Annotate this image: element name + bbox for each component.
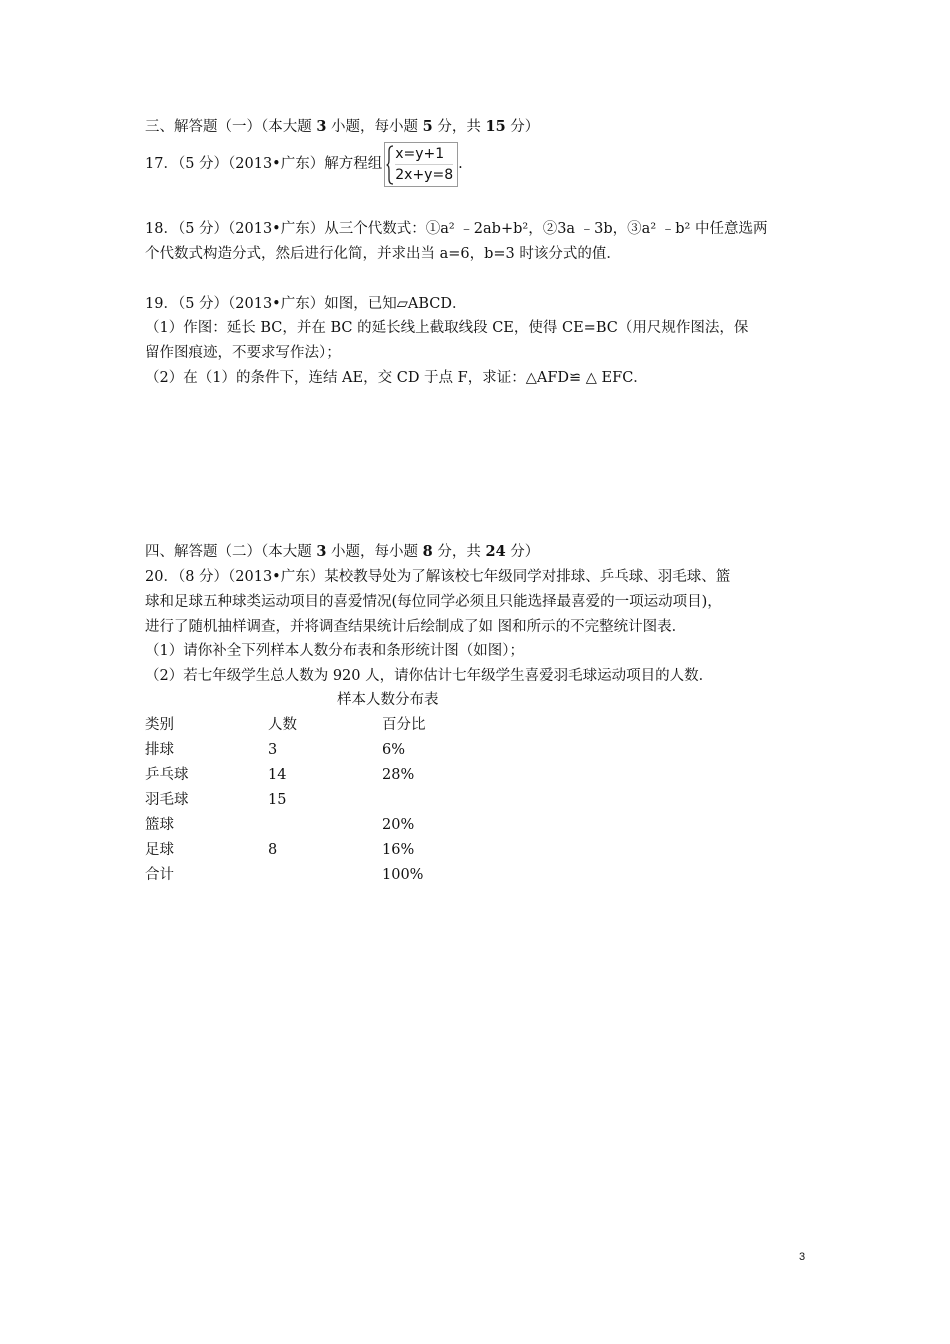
- table-cell-count: 3: [268, 742, 278, 758]
- question-20-line-2: 球和足球五种球类运动项目的喜爱情况(每位同学必须且只能选择最喜爱的一项运动项目)，: [145, 594, 722, 610]
- section-4-prefix: 四、解答题（二）（本大题: [145, 544, 317, 560]
- question-17-end: .: [458, 156, 463, 172]
- table-header-category: 类别: [145, 717, 174, 733]
- table-cell-category: 合计: [145, 867, 174, 883]
- section-4-points: 8: [422, 543, 433, 560]
- question-19-line-3: 留作图痕迹，不要求写作法）；: [145, 345, 341, 361]
- section-3-suffix: 分）: [505, 119, 540, 135]
- table-cell-percent: 16%: [382, 842, 415, 858]
- equation-2: 2x+y=8: [395, 166, 454, 183]
- table-cell-count: 15: [268, 792, 287, 808]
- equation-system: [384, 142, 458, 187]
- section-3-mid1: 小题，每小题: [326, 119, 423, 135]
- table-cell-count: 8: [268, 842, 278, 858]
- table-header-percent: 百分比: [382, 717, 426, 733]
- table-cell-category: 篮球: [145, 817, 174, 833]
- table-cell-category: 乒乓球: [145, 767, 189, 783]
- left-brace-icon: [386, 145, 394, 185]
- table-cell-percent: 100%: [382, 867, 424, 883]
- question-18-line-2: 个代数式构造分式，然后进行化简，并求出当 a=6，b=3 时该分式的值．: [145, 246, 621, 262]
- table-cell-category: 羽毛球: [145, 792, 189, 808]
- table-cell-count: 14: [268, 767, 287, 783]
- section-3-points: 5: [422, 118, 433, 135]
- question-17-text: 17．（5 分）（2013•广东）解方程组: [145, 156, 383, 172]
- section-4-count: 3: [316, 543, 327, 560]
- table-title: 样本人数分布表: [337, 692, 439, 708]
- table-cell-category: 排球: [145, 742, 174, 758]
- question-20-line-1: 20．（8 分）（2013•广东）某校教导处为了解该校七年级同学对排球、乒乓球、羽毛球、篮: [145, 569, 731, 585]
- section-3-total: 15: [485, 118, 506, 135]
- section-4-mid1: 小题，每小题: [326, 544, 423, 560]
- section-3-heading: [145, 117, 539, 137]
- section-3-prefix: 三、解答题（一）（本大题: [145, 119, 317, 135]
- question-20-line-5: （2）若七年级学生总人数为 920 人，请你估计七年级学生喜爱羽毛球运动项目的人数．: [145, 668, 714, 684]
- table-header-count: 人数: [268, 717, 297, 733]
- section-3-count: 3: [316, 118, 327, 135]
- question-19-line-1: 19．（5 分）（2013•广东）如图，已知▱ABCD．: [145, 296, 467, 312]
- table-cell-category: 足球: [145, 842, 174, 858]
- question-19-line-2: （1）作图：延长 BC，并在 BC 的延长线上截取线段 CE，使得 CE=BC（用尺规作图法，保: [145, 320, 749, 336]
- section-4-total: 24: [485, 543, 506, 560]
- table-cell-percent: 20%: [382, 817, 415, 833]
- question-19-line-4: （2）在（1）的条件下，连结 AE，交 CD 于点 F，求证：△AFD≌ △ EFC．: [145, 370, 648, 386]
- equation-1: x=y+1: [395, 144, 453, 165]
- question-18-line-1: 18．（5 分）（2013•广东）从三个代数式：①a² ﹣2ab+b²，②3a ﹣3b，③a² ﹣b² 中任意选两: [145, 221, 768, 237]
- table-cell-percent: 28%: [382, 767, 415, 783]
- section-4-heading: [145, 542, 539, 562]
- section-3-mid2: 分，共: [432, 119, 486, 135]
- table-cell-percent: 6%: [382, 742, 406, 758]
- question-17: [145, 141, 463, 187]
- section-4-suffix: 分）: [505, 544, 540, 560]
- question-20-line-3: 进行了随机抽样调查，并将调查结果统计后绘制成了如 图和所示的不完整统计图表．: [145, 619, 687, 635]
- question-20-line-4: （1）请你补全下列样本人数分布表和条形统计图（如图）；: [145, 643, 524, 659]
- page-number: 3: [799, 1251, 806, 1263]
- section-4-mid2: 分，共: [432, 544, 486, 560]
